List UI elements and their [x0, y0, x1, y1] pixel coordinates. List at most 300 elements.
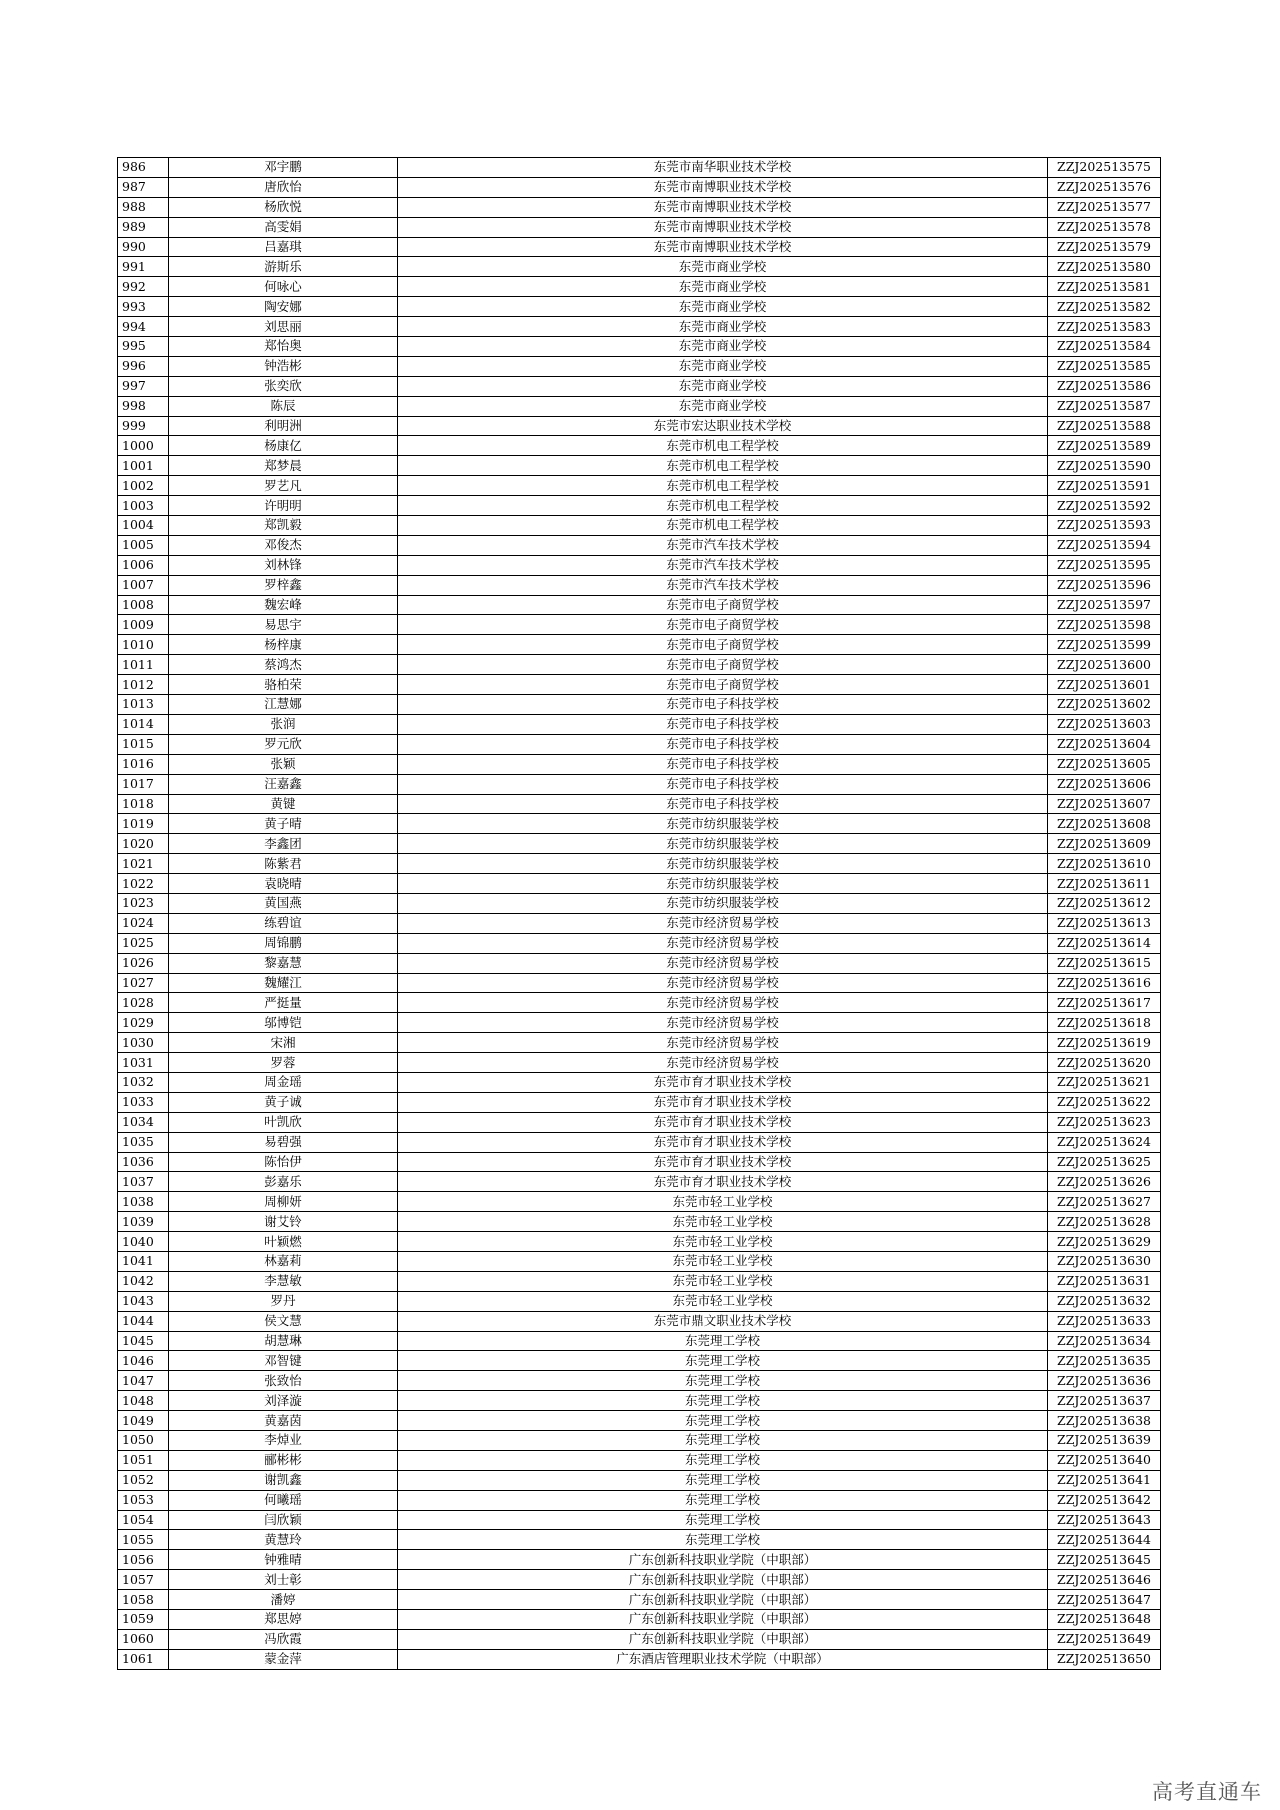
- school-name: 东莞市经济贸易学校: [398, 993, 1048, 1013]
- student-name: 周柳妍: [169, 1192, 398, 1212]
- table-row: [118, 1629, 1161, 1649]
- table-row: [118, 1431, 1161, 1451]
- school-name: 东莞市纺织服装学校: [398, 854, 1048, 874]
- table-row: [118, 675, 1161, 695]
- row-number: 1060: [118, 1629, 169, 1649]
- certificate-code: ZZJ202513603: [1048, 714, 1161, 734]
- certificate-code: ZZJ202513609: [1048, 834, 1161, 854]
- row-number: 1051: [118, 1450, 169, 1470]
- certificate-code: ZZJ202513586: [1048, 376, 1161, 396]
- school-name: 东莞市商业学校: [398, 257, 1048, 277]
- school-name: 东莞理工学校: [398, 1470, 1048, 1490]
- table-row: [118, 635, 1161, 655]
- school-name: 东莞市育才职业技术学校: [398, 1152, 1048, 1172]
- table-row: [118, 1152, 1161, 1172]
- row-number: 988: [118, 197, 169, 217]
- row-number: 1005: [118, 535, 169, 555]
- row-number: 1010: [118, 635, 169, 655]
- table-row: [118, 913, 1161, 933]
- certificate-code: ZZJ202513589: [1048, 436, 1161, 456]
- school-name: 东莞市电子商贸学校: [398, 675, 1048, 695]
- student-name: 易思宇: [169, 615, 398, 635]
- school-name: 东莞市育才职业技术学校: [398, 1112, 1048, 1132]
- table-row: [118, 237, 1161, 257]
- certificate-code: ZZJ202513581: [1048, 277, 1161, 297]
- certificate-code: ZZJ202513593: [1048, 516, 1161, 536]
- school-name: 东莞市电子商贸学校: [398, 635, 1048, 655]
- roster-table: [117, 157, 1161, 1670]
- row-number: 1028: [118, 993, 169, 1013]
- certificate-code: ZZJ202513624: [1048, 1132, 1161, 1152]
- certificate-code: ZZJ202513620: [1048, 1053, 1161, 1073]
- school-name: 东莞市汽车技术学校: [398, 555, 1048, 575]
- table-row: [118, 1570, 1161, 1590]
- table-row: [118, 1610, 1161, 1630]
- row-number: 995: [118, 337, 169, 357]
- student-name: 邓宇鹏: [169, 158, 398, 178]
- school-name: 东莞市汽车技术学校: [398, 575, 1048, 595]
- table-row: [118, 1450, 1161, 1470]
- student-name: 郑凯毅: [169, 516, 398, 536]
- school-name: 东莞市轻工业学校: [398, 1251, 1048, 1271]
- student-name: 黎嘉慧: [169, 953, 398, 973]
- student-name: 张奕欣: [169, 376, 398, 396]
- row-number: 987: [118, 177, 169, 197]
- row-number: 1024: [118, 913, 169, 933]
- table-row: [118, 1112, 1161, 1132]
- school-name: 东莞市经济贸易学校: [398, 1053, 1048, 1073]
- student-name: 郑怡奥: [169, 337, 398, 357]
- school-name: 广东创新科技职业学院（中职部）: [398, 1610, 1048, 1630]
- table-row: [118, 595, 1161, 615]
- certificate-code: ZZJ202513629: [1048, 1232, 1161, 1252]
- table-row: [118, 893, 1161, 913]
- student-name: 魏耀江: [169, 973, 398, 993]
- row-number: 1050: [118, 1431, 169, 1451]
- row-number: 1040: [118, 1232, 169, 1252]
- school-name: 东莞理工学校: [398, 1371, 1048, 1391]
- certificate-code: ZZJ202513646: [1048, 1570, 1161, 1590]
- student-name: 钟浩彬: [169, 356, 398, 376]
- row-number: 1056: [118, 1550, 169, 1570]
- certificate-code: ZZJ202513607: [1048, 794, 1161, 814]
- row-number: 1006: [118, 555, 169, 575]
- school-name: 东莞理工学校: [398, 1490, 1048, 1510]
- table-row: [118, 1649, 1161, 1669]
- student-name: 袁晓晴: [169, 874, 398, 894]
- row-number: 1013: [118, 695, 169, 715]
- certificate-code: ZZJ202513634: [1048, 1331, 1161, 1351]
- student-name: 黄国燕: [169, 893, 398, 913]
- certificate-code: ZZJ202513635: [1048, 1351, 1161, 1371]
- student-name: 周金瑶: [169, 1072, 398, 1092]
- certificate-code: ZZJ202513648: [1048, 1610, 1161, 1630]
- certificate-code: ZZJ202513600: [1048, 655, 1161, 675]
- table-row: [118, 1092, 1161, 1112]
- row-number: 1047: [118, 1371, 169, 1391]
- school-name: 东莞市育才职业技术学校: [398, 1072, 1048, 1092]
- certificate-code: ZZJ202513604: [1048, 734, 1161, 754]
- row-number: 1015: [118, 734, 169, 754]
- certificate-code: ZZJ202513616: [1048, 973, 1161, 993]
- certificate-code: ZZJ202513645: [1048, 1550, 1161, 1570]
- row-number: 1046: [118, 1351, 169, 1371]
- student-name: 许明明: [169, 496, 398, 516]
- row-number: 1034: [118, 1112, 169, 1132]
- row-number: 1048: [118, 1391, 169, 1411]
- table-row: [118, 1510, 1161, 1530]
- table-row: [118, 1411, 1161, 1431]
- row-number: 1004: [118, 516, 169, 536]
- certificate-code: ZZJ202513647: [1048, 1590, 1161, 1610]
- school-name: 东莞市纺织服装学校: [398, 834, 1048, 854]
- school-name: 东莞理工学校: [398, 1510, 1048, 1530]
- school-name: 东莞市电子科技学校: [398, 695, 1048, 715]
- watermark-text: 高考直通车: [1152, 1780, 1262, 1804]
- school-name: 东莞市机电工程学校: [398, 516, 1048, 536]
- row-number: 989: [118, 217, 169, 237]
- student-name: 谢艾铃: [169, 1212, 398, 1232]
- student-name: 罗丹: [169, 1291, 398, 1311]
- school-name: 东莞市轻工业学校: [398, 1271, 1048, 1291]
- table-row: [118, 1212, 1161, 1232]
- table-row: [118, 177, 1161, 197]
- certificate-code: ZZJ202513617: [1048, 993, 1161, 1013]
- certificate-code: ZZJ202513582: [1048, 297, 1161, 317]
- student-name: 邬博铠: [169, 1013, 398, 1033]
- school-name: 东莞市经济贸易学校: [398, 1033, 1048, 1053]
- certificate-code: ZZJ202513584: [1048, 337, 1161, 357]
- student-name: 骆柏荣: [169, 675, 398, 695]
- table-row: [118, 1351, 1161, 1371]
- row-number: 1044: [118, 1311, 169, 1331]
- school-name: 东莞理工学校: [398, 1431, 1048, 1451]
- certificate-code: ZZJ202513601: [1048, 675, 1161, 695]
- certificate-code: ZZJ202513596: [1048, 575, 1161, 595]
- row-number: 993: [118, 297, 169, 317]
- row-number: 996: [118, 356, 169, 376]
- certificate-code: ZZJ202513623: [1048, 1112, 1161, 1132]
- row-number: 1002: [118, 476, 169, 496]
- student-name: 杨康亿: [169, 436, 398, 456]
- row-number: 1003: [118, 496, 169, 516]
- certificate-code: ZZJ202513610: [1048, 854, 1161, 874]
- school-name: 东莞理工学校: [398, 1450, 1048, 1470]
- table-row: [118, 416, 1161, 436]
- certificate-code: ZZJ202513633: [1048, 1311, 1161, 1331]
- student-name: 何咏心: [169, 277, 398, 297]
- certificate-code: ZZJ202513644: [1048, 1530, 1161, 1550]
- school-name: 东莞市轻工业学校: [398, 1192, 1048, 1212]
- student-name: 杨梓康: [169, 635, 398, 655]
- row-number: 986: [118, 158, 169, 178]
- student-name: 利明洲: [169, 416, 398, 436]
- certificate-code: ZZJ202513598: [1048, 615, 1161, 635]
- student-name: 谢凯鑫: [169, 1470, 398, 1490]
- school-name: 东莞市商业学校: [398, 396, 1048, 416]
- table-row: [118, 754, 1161, 774]
- student-name: 罗元欣: [169, 734, 398, 754]
- row-number: 997: [118, 376, 169, 396]
- student-name: 陈怡伊: [169, 1152, 398, 1172]
- certificate-code: ZZJ202513619: [1048, 1033, 1161, 1053]
- student-name: 邓俊杰: [169, 535, 398, 555]
- row-number: 991: [118, 257, 169, 277]
- student-name: 何曦瑶: [169, 1490, 398, 1510]
- table-row: [118, 1033, 1161, 1053]
- table-row: [118, 774, 1161, 794]
- student-name: 张润: [169, 714, 398, 734]
- certificate-code: ZZJ202513641: [1048, 1470, 1161, 1490]
- student-name: 冯欣霞: [169, 1629, 398, 1649]
- certificate-code: ZZJ202513602: [1048, 695, 1161, 715]
- student-name: 郦彬彬: [169, 1450, 398, 1470]
- table-row: [118, 1232, 1161, 1252]
- certificate-code: ZZJ202513592: [1048, 496, 1161, 516]
- school-name: 东莞市南博职业技术学校: [398, 217, 1048, 237]
- table-row: [118, 1490, 1161, 1510]
- student-name: 严挺量: [169, 993, 398, 1013]
- row-number: 1038: [118, 1192, 169, 1212]
- row-number: 1026: [118, 953, 169, 973]
- row-number: 1012: [118, 675, 169, 695]
- row-number: 1022: [118, 874, 169, 894]
- row-number: 1031: [118, 1053, 169, 1073]
- certificate-code: ZZJ202513606: [1048, 774, 1161, 794]
- student-name: 宋湘: [169, 1033, 398, 1053]
- certificate-code: ZZJ202513608: [1048, 814, 1161, 834]
- student-name: 黄嘉茵: [169, 1411, 398, 1431]
- certificate-code: ZZJ202513579: [1048, 237, 1161, 257]
- table-row: [118, 695, 1161, 715]
- row-number: 1016: [118, 754, 169, 774]
- school-name: 东莞理工学校: [398, 1411, 1048, 1431]
- student-name: 陈紫君: [169, 854, 398, 874]
- student-name: 游斯乐: [169, 257, 398, 277]
- row-number: 1019: [118, 814, 169, 834]
- table-row: [118, 1470, 1161, 1490]
- table-row: [118, 993, 1161, 1013]
- school-name: 广东创新科技职业学院（中职部）: [398, 1570, 1048, 1590]
- certificate-code: ZZJ202513626: [1048, 1172, 1161, 1192]
- table-row: [118, 476, 1161, 496]
- row-number: 999: [118, 416, 169, 436]
- table-row: [118, 535, 1161, 555]
- school-name: 东莞市电子科技学校: [398, 754, 1048, 774]
- school-name: 东莞市育才职业技术学校: [398, 1092, 1048, 1112]
- row-number: 1042: [118, 1271, 169, 1291]
- certificate-code: ZZJ202513587: [1048, 396, 1161, 416]
- row-number: 1011: [118, 655, 169, 675]
- certificate-code: ZZJ202513639: [1048, 1431, 1161, 1451]
- certificate-code: ZZJ202513591: [1048, 476, 1161, 496]
- table-row: [118, 1192, 1161, 1212]
- school-name: 东莞市机电工程学校: [398, 496, 1048, 516]
- certificate-code: ZZJ202513614: [1048, 933, 1161, 953]
- student-name: 黄慧玲: [169, 1530, 398, 1550]
- student-name: 李慧敏: [169, 1271, 398, 1291]
- table-row: [118, 834, 1161, 854]
- school-name: 广东创新科技职业学院（中职部）: [398, 1629, 1048, 1649]
- school-name: 东莞理工学校: [398, 1351, 1048, 1371]
- student-name: 刘士彰: [169, 1570, 398, 1590]
- table-row: [118, 317, 1161, 337]
- school-name: 东莞市经济贸易学校: [398, 973, 1048, 993]
- school-name: 东莞市机电工程学校: [398, 456, 1048, 476]
- certificate-code: ZZJ202513628: [1048, 1212, 1161, 1232]
- row-number: 1030: [118, 1033, 169, 1053]
- row-number: 1001: [118, 456, 169, 476]
- table-row: [118, 197, 1161, 217]
- certificate-code: ZZJ202513580: [1048, 257, 1161, 277]
- row-number: 992: [118, 277, 169, 297]
- school-name: 东莞市南博职业技术学校: [398, 177, 1048, 197]
- table-row: [118, 1371, 1161, 1391]
- table-row: [118, 396, 1161, 416]
- student-name: 罗艺凡: [169, 476, 398, 496]
- certificate-code: ZZJ202513640: [1048, 1450, 1161, 1470]
- school-name: 东莞市电子商贸学校: [398, 655, 1048, 675]
- student-name: 潘婷: [169, 1590, 398, 1610]
- certificate-code: ZZJ202513585: [1048, 356, 1161, 376]
- certificate-code: ZZJ202513577: [1048, 197, 1161, 217]
- certificate-code: ZZJ202513578: [1048, 217, 1161, 237]
- table-row: [118, 854, 1161, 874]
- table-row: [118, 1391, 1161, 1411]
- roster-body: [118, 158, 1161, 1670]
- certificate-code: ZZJ202513643: [1048, 1510, 1161, 1530]
- student-name: 练碧谊: [169, 913, 398, 933]
- student-name: 唐欣怡: [169, 177, 398, 197]
- school-name: 东莞市轻工业学校: [398, 1291, 1048, 1311]
- student-name: 蔡鸿杰: [169, 655, 398, 675]
- school-name: 东莞市机电工程学校: [398, 476, 1048, 496]
- student-name: 刘思丽: [169, 317, 398, 337]
- row-number: 1035: [118, 1132, 169, 1152]
- school-name: 东莞市电子科技学校: [398, 794, 1048, 814]
- table-row: [118, 217, 1161, 237]
- row-number: 1037: [118, 1172, 169, 1192]
- school-name: 东莞理工学校: [398, 1331, 1048, 1351]
- school-name: 东莞市纺织服装学校: [398, 814, 1048, 834]
- certificate-code: ZZJ202513622: [1048, 1092, 1161, 1112]
- certificate-code: ZZJ202513649: [1048, 1629, 1161, 1649]
- school-name: 东莞市商业学校: [398, 356, 1048, 376]
- student-name: 陈辰: [169, 396, 398, 416]
- row-number: 1045: [118, 1331, 169, 1351]
- school-name: 东莞市鼎文职业技术学校: [398, 1311, 1048, 1331]
- table-row: [118, 1291, 1161, 1311]
- school-name: 东莞市经济贸易学校: [398, 933, 1048, 953]
- student-name: 林嘉莉: [169, 1251, 398, 1271]
- certificate-code: ZZJ202513638: [1048, 1411, 1161, 1431]
- certificate-code: ZZJ202513612: [1048, 893, 1161, 913]
- student-name: 胡慧琳: [169, 1331, 398, 1351]
- certificate-code: ZZJ202513618: [1048, 1013, 1161, 1033]
- school-name: 东莞市纺织服装学校: [398, 893, 1048, 913]
- table-row: [118, 933, 1161, 953]
- table-row: [118, 456, 1161, 476]
- student-name: 郑梦晨: [169, 456, 398, 476]
- school-name: 东莞理工学校: [398, 1391, 1048, 1411]
- certificate-code: ZZJ202513583: [1048, 317, 1161, 337]
- table-row: [118, 257, 1161, 277]
- student-name: 魏宏峰: [169, 595, 398, 615]
- row-number: 1027: [118, 973, 169, 993]
- certificate-code: ZZJ202513605: [1048, 754, 1161, 774]
- student-name: 蒙金萍: [169, 1649, 398, 1669]
- table-row: [118, 1590, 1161, 1610]
- student-name: 钟雅晴: [169, 1550, 398, 1570]
- row-number: 1000: [118, 436, 169, 456]
- certificate-code: ZZJ202513597: [1048, 595, 1161, 615]
- school-name: 东莞市商业学校: [398, 376, 1048, 396]
- row-number: 1021: [118, 854, 169, 874]
- table-row: [118, 874, 1161, 894]
- school-name: 东莞市轻工业学校: [398, 1212, 1048, 1232]
- row-number: 1036: [118, 1152, 169, 1172]
- certificate-code: ZZJ202513590: [1048, 456, 1161, 476]
- school-name: 东莞市电子科技学校: [398, 774, 1048, 794]
- student-name: 刘林锋: [169, 555, 398, 575]
- table-row: [118, 516, 1161, 536]
- school-name: 东莞市经济贸易学校: [398, 1013, 1048, 1033]
- row-number: 1041: [118, 1251, 169, 1271]
- row-number: 1014: [118, 714, 169, 734]
- table-row: [118, 1172, 1161, 1192]
- table-row: [118, 1072, 1161, 1092]
- student-name: 黄键: [169, 794, 398, 814]
- certificate-code: ZZJ202513613: [1048, 913, 1161, 933]
- certificate-code: ZZJ202513599: [1048, 635, 1161, 655]
- school-name: 广东酒店管理职业技术学院（中职部）: [398, 1649, 1048, 1669]
- table-row: [118, 814, 1161, 834]
- school-name: 东莞市机电工程学校: [398, 436, 1048, 456]
- certificate-code: ZZJ202513625: [1048, 1152, 1161, 1172]
- table-row: [118, 953, 1161, 973]
- row-number: 1029: [118, 1013, 169, 1033]
- student-name: 侯文慧: [169, 1311, 398, 1331]
- row-number: 1055: [118, 1530, 169, 1550]
- certificate-code: ZZJ202513637: [1048, 1391, 1161, 1411]
- row-number: 1020: [118, 834, 169, 854]
- table-row: [118, 714, 1161, 734]
- table-row: [118, 973, 1161, 993]
- student-name: 闫欣颖: [169, 1510, 398, 1530]
- table-row: [118, 555, 1161, 575]
- row-number: 1049: [118, 1411, 169, 1431]
- row-number: 1023: [118, 893, 169, 913]
- row-number: 1025: [118, 933, 169, 953]
- student-name: 黄子诚: [169, 1092, 398, 1112]
- table-row: [118, 1550, 1161, 1570]
- table-row: [118, 297, 1161, 317]
- certificate-code: ZZJ202513594: [1048, 535, 1161, 555]
- student-name: 邓智键: [169, 1351, 398, 1371]
- table-row: [118, 158, 1161, 178]
- student-name: 李鑫团: [169, 834, 398, 854]
- school-name: 东莞市经济贸易学校: [398, 953, 1048, 973]
- certificate-code: ZZJ202513642: [1048, 1490, 1161, 1510]
- row-number: 1057: [118, 1570, 169, 1590]
- table-row: [118, 1530, 1161, 1550]
- table-row: [118, 734, 1161, 754]
- school-name: 广东创新科技职业学院（中职部）: [398, 1550, 1048, 1570]
- school-name: 东莞市电子科技学校: [398, 734, 1048, 754]
- table-row: [118, 1331, 1161, 1351]
- row-number: 1061: [118, 1649, 169, 1669]
- row-number: 1054: [118, 1510, 169, 1530]
